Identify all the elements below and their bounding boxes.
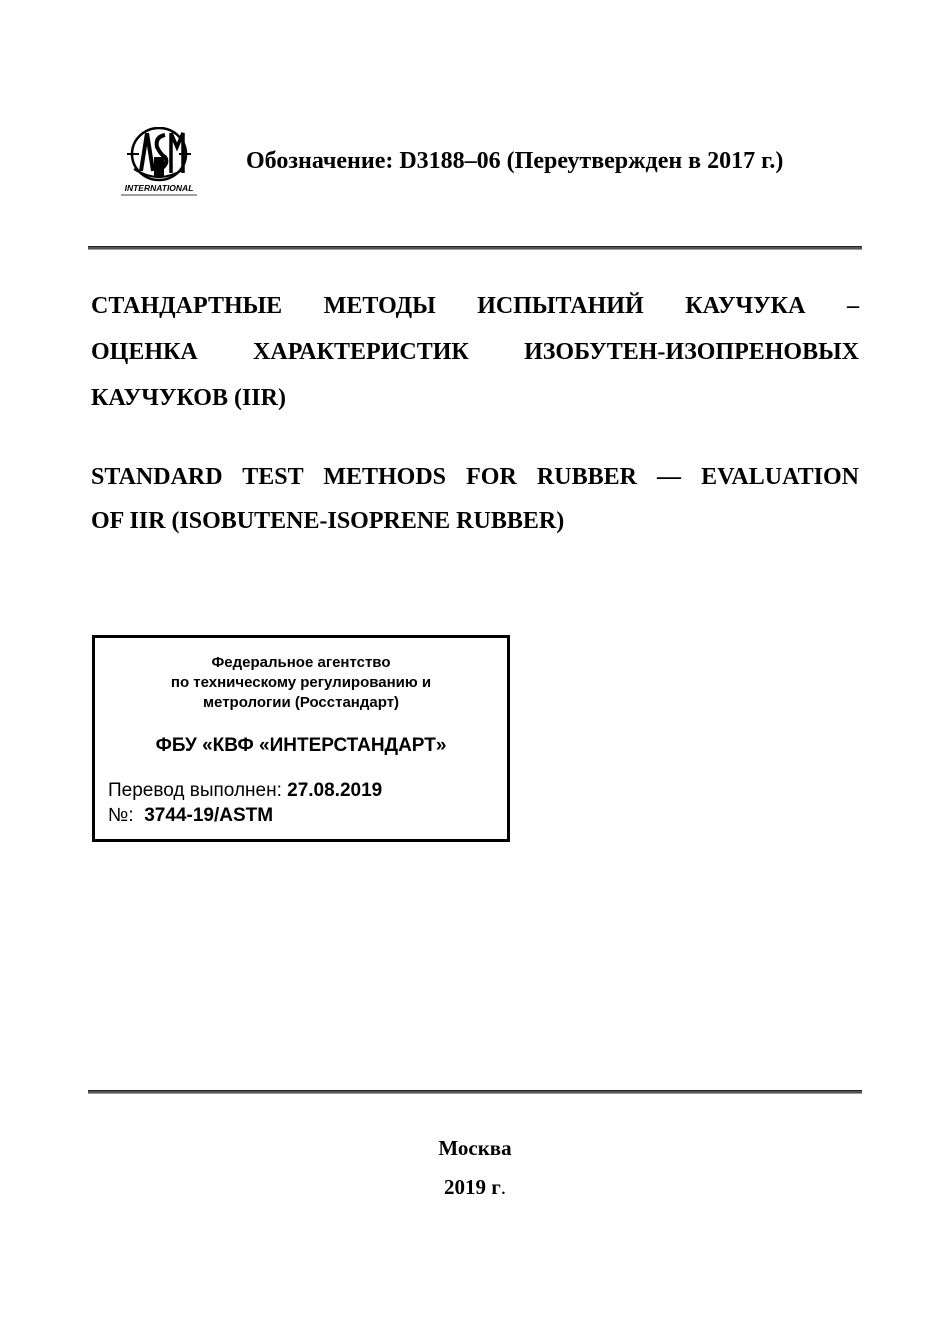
russian-title-line: СТАНДАРТНЫЕ МЕТОДЫ ИСПЫТАНИЙ КАУЧУКА – [91, 293, 859, 319]
russian-title-line: ОЦЕНКА ХАРАКТЕРИСТИК ИЗОБУТЕН-ИЗОПРЕНОВЫХ [91, 339, 859, 365]
stamp-number-value: 3744-19/ASTM [144, 805, 274, 826]
publication-year-tail: . [500, 1175, 507, 1199]
stamp-organization: ФБУ «КВФ «ИНТЕРСТАНДАРТ» [155, 735, 447, 756]
top-divider [88, 246, 862, 250]
russian-title-line: КАУЧУКОВ (IIR) [91, 385, 286, 411]
stamp-translation-date-row [108, 779, 382, 803]
stamp-agency-line: метрологии (Росстандарт) [202, 694, 400, 711]
english-title [91, 455, 859, 543]
publication-year-value: 2019 г [443, 1175, 501, 1199]
stamp-agency-line: Федеральное агентство [211, 654, 391, 671]
astm-logo [117, 127, 201, 199]
stamp-number-label: №: [108, 805, 145, 826]
stamp-translation-date: 27.08.2019 [287, 780, 383, 801]
stamp-number-row [108, 804, 273, 828]
translation-stamp [92, 635, 510, 842]
english-title-line: STANDARD TEST METHODS FOR RUBBER — EVALUATION [91, 464, 859, 490]
logo-subtext: INTERNATIONAL [124, 183, 194, 193]
publication-city: Москва [438, 1136, 512, 1160]
bottom-divider [88, 1090, 862, 1094]
publication-year [0, 1174, 950, 1200]
stamp-agency [95, 653, 507, 713]
russian-title [91, 283, 859, 421]
stamp-agency-line: по техническому регулированию и [170, 674, 432, 691]
english-title-line: OF IIR (ISOBUTENE-ISOPRENE RUBBER) [91, 508, 565, 534]
stamp-translation-label: Перевод выполнен: [108, 780, 288, 801]
document-designation: Обозначение: D3188–06 (Переутвержден в 2017 г.) [246, 148, 784, 174]
